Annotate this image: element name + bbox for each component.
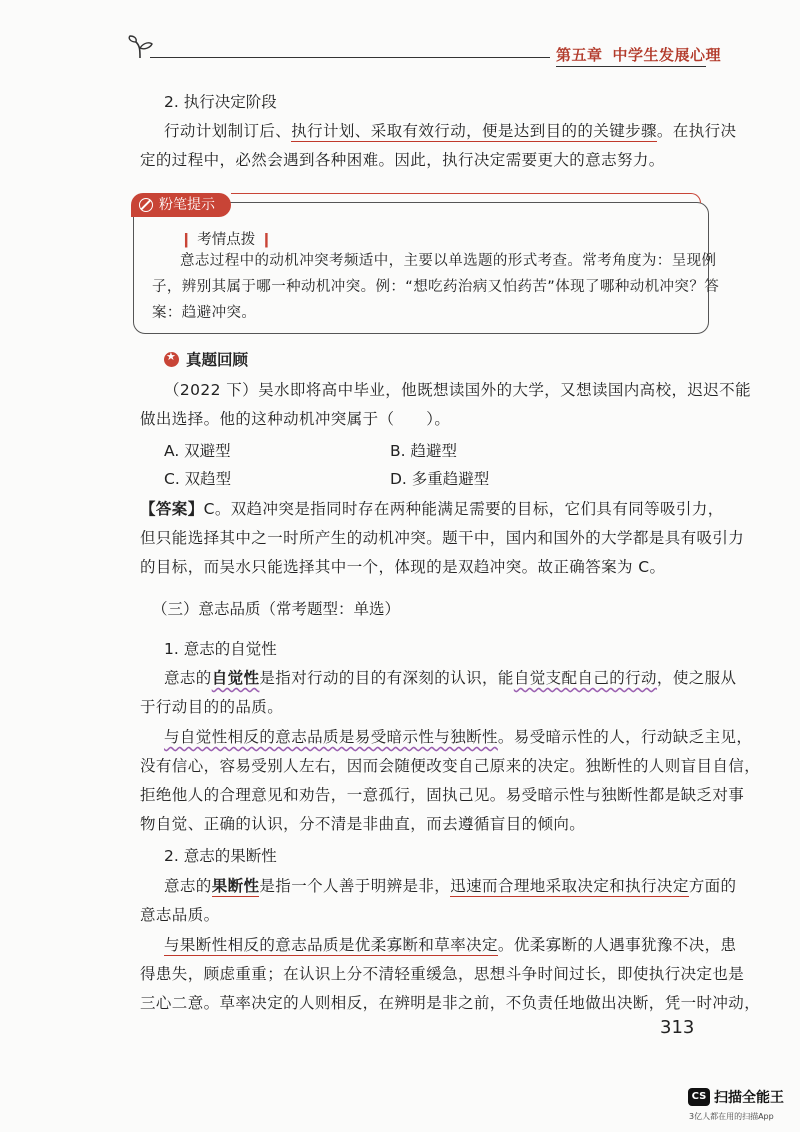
paragraph-line: 意志品质。	[140, 906, 220, 924]
paragraph-line: 三心二意。草率决定的人则相反，在辨明是非之前，不负责任地做出决断，凭一时冲动，	[140, 994, 761, 1012]
section-heading: 2. 执行决定阶段	[164, 93, 277, 111]
paragraph-line: 意志的果断性是指一个人善于明辨是非，迅速而合理地采取决定和执行决定方面的	[164, 877, 737, 895]
tip-line: 意志过程中的动机冲突考频适中，主要以单选题的形式考查。常考角度为：呈现例	[180, 253, 717, 269]
paragraph-line: 没有信心，容易受别人左右，因而会随便改变自己原来的决定。独断性的人则盲目自信，	[140, 757, 761, 775]
page-number: 313	[660, 1017, 695, 1038]
paragraph-line: 物自觉、正确的认识，分不清是非曲直，而去遵循盲目的倾向。	[140, 815, 586, 833]
question-line: 做出选择。他的这种动机冲突属于（ ）。	[140, 410, 451, 428]
option-d: D. 多重趋避型	[390, 470, 490, 488]
question-line: （2022 下）吴水即将高中毕业，他既想读国外的大学，又想读国内高校，迟迟不能	[164, 381, 751, 399]
chapter-label: 第五章 中学生发展心理	[556, 46, 722, 64]
tip-line: 案：趋避冲突。	[152, 305, 257, 321]
watermark-brand: 扫描全能王	[714, 1090, 784, 1106]
paragraph-line: 于行动目的的品质。	[140, 698, 284, 716]
answer-line: 的目标，而吴水只能选择其中一个，体现的是双趋冲突。故正确答案为 C。	[140, 558, 666, 576]
option-c: C. 双趋型	[164, 470, 232, 488]
answer-line: 但只能选择其中之一时所产生的动机冲突。题干中，国内和国外的大学都是具有吸引力	[140, 529, 745, 547]
tip-subtitle: ❙ 考情点拨 ❙	[180, 232, 273, 248]
paragraph-line: 行动计划制订后、执行计划、采取有效行动，便是达到目的的关键步骤。在执行决	[164, 122, 737, 140]
tip-line: 子，辨别其属于哪一种动机冲突。例：“想吃药治病又怕药苦”体现了哪种动机冲突？答	[152, 279, 720, 295]
header-rule-right	[556, 66, 706, 67]
paragraph-line: 与果断性相反的意志品质是优柔寡断和草率决定。优柔寡断的人遇事犹豫不决，患	[164, 936, 737, 954]
paragraph-line: 得患失，顾虑重重；在认识上分不清轻重缓急，思想斗争时间过长，即使执行决定也是	[140, 965, 745, 983]
review-title: 真题回顾	[186, 351, 249, 369]
paragraph-line: 定的过程中，必然会遇到各种困难。因此，执行决定需要更大的意志努力。	[140, 151, 665, 169]
tip-tab: 粉笔提示	[131, 193, 231, 217]
camscanner-logo-icon: CS	[688, 1088, 710, 1106]
watermark-tagline: 3亿人都在用的扫描App	[689, 1112, 774, 1121]
subsection-heading: 2. 意志的果断性	[164, 847, 277, 865]
pencil-icon	[139, 198, 153, 212]
paragraph-line: 与自觉性相反的意志品质是易受暗示性与独断性。易受暗示性的人，行动缺乏主见，	[164, 728, 753, 746]
gear-badge-icon	[164, 352, 179, 367]
header-rule	[150, 57, 550, 58]
answer-line: 【答案】C。双趋冲突是指同时存在两种能满足需要的目标，它们具有同等吸引力，	[140, 500, 724, 518]
subsection-heading: 1. 意志的自觉性	[164, 640, 277, 658]
section-heading: （三）意志品质（常考题型：单选）	[152, 600, 401, 618]
option-a: A. 双避型	[164, 442, 231, 460]
option-b: B. 趋避型	[390, 442, 457, 460]
paragraph-line: 拒绝他人的合理意见和劝告，一意孤行，固执己见。易受暗示性与独断性都是缺乏对事	[140, 786, 745, 804]
tip-box-border	[231, 193, 701, 203]
paragraph-line: 意志的自觉性是指对行动的目的有深刻的认识，能自觉支配自己的行动，使之服从	[164, 669, 737, 687]
